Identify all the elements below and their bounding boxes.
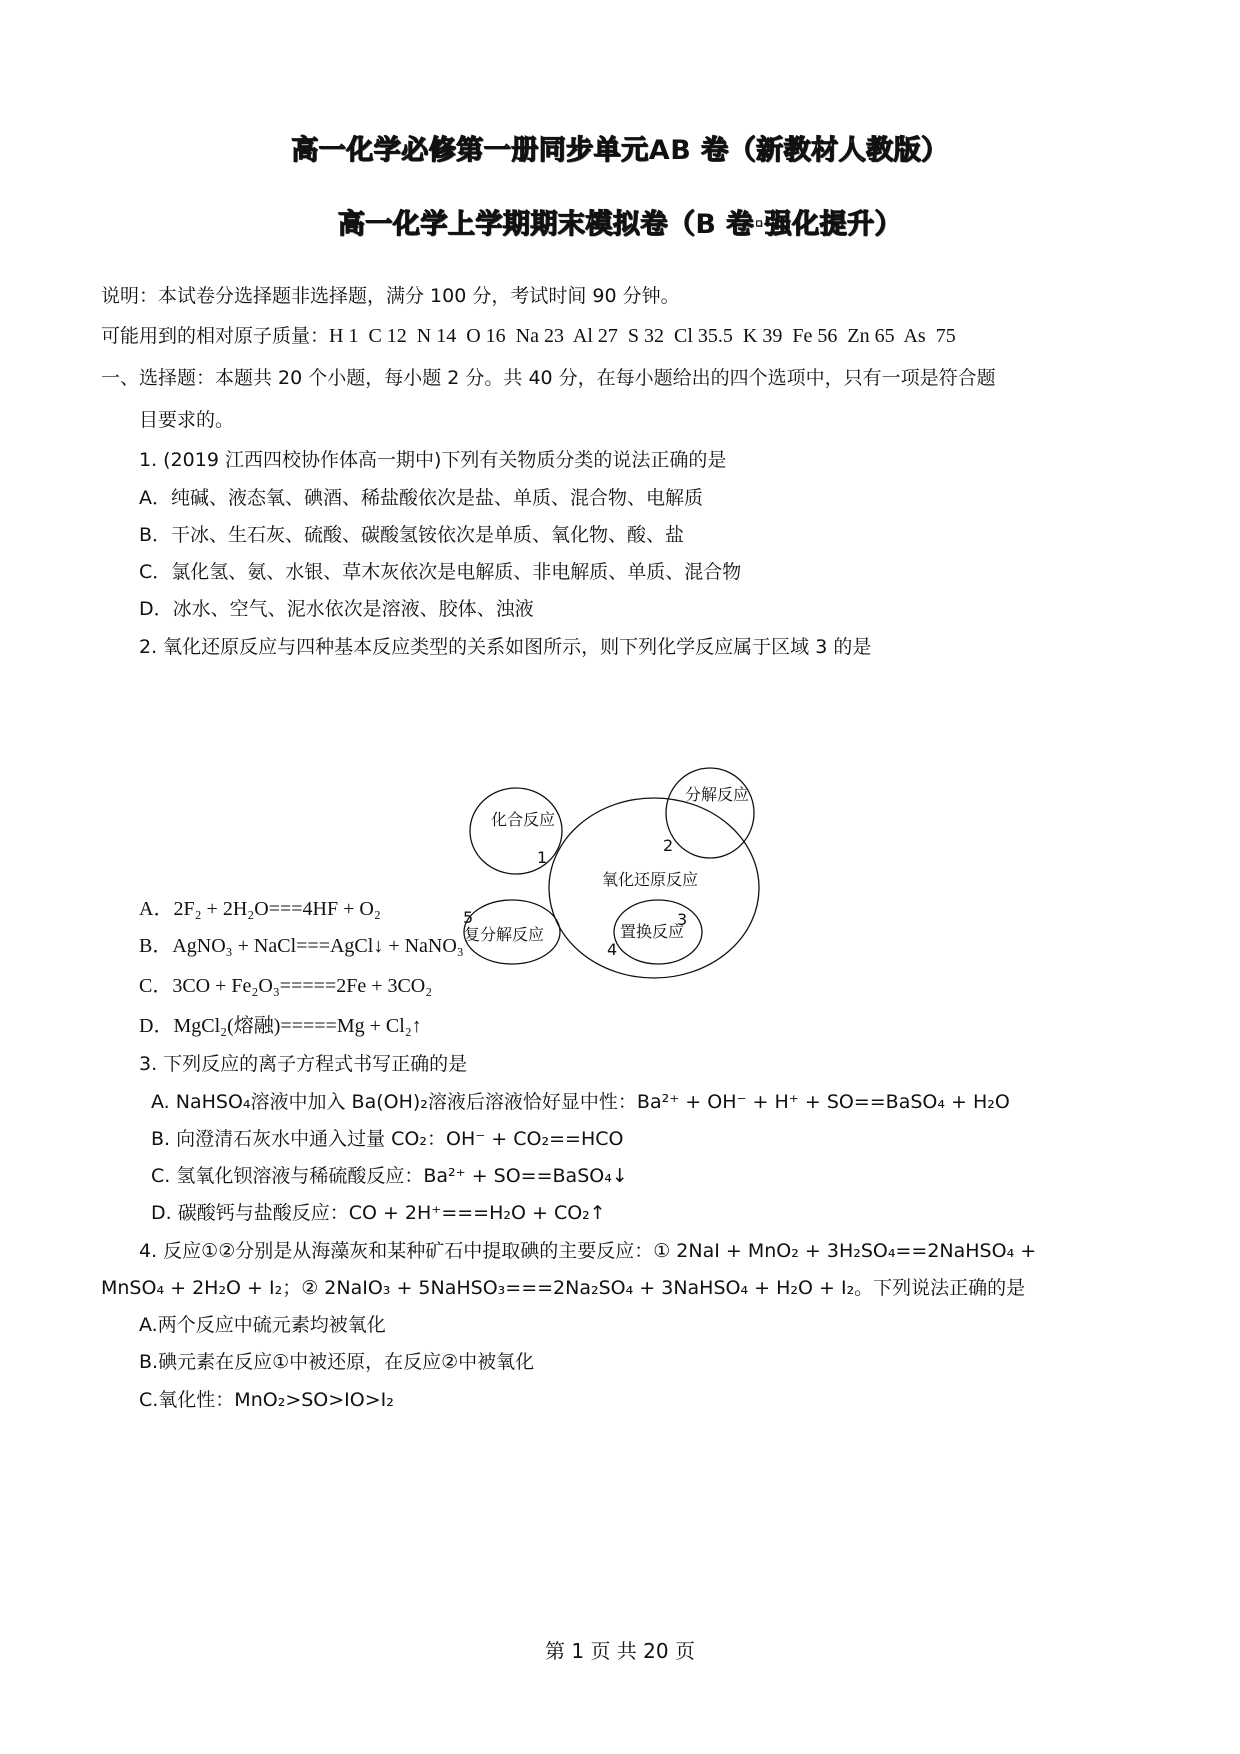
reaction-types-venn-diagram (455, 765, 825, 980)
title-text-suffix: 卷（新教材人教版） (691, 135, 949, 166)
question-3-option-c: C. 氢氧化钡溶液与稀硫酸反应：Ba²⁺ + SO==BaSO₄↓ (151, 1165, 628, 1187)
subtitle-text: 高一化学上学期期末模拟卷（ (337, 209, 696, 240)
decomposition-ellipse (666, 768, 754, 858)
region-1: 1 (537, 848, 548, 867)
question-4-stem-cont: MnSO₄ + 2H₂O + I₂；② 2NaIO₃ + 5NaHSO₃===2Na₂SO₄ + 3NaHSO₄ + H₂O + I₂。下列说法正确的是 (101, 1277, 1026, 1299)
question-2-option-c (139, 972, 432, 1000)
subtitle-latin: B (695, 209, 717, 240)
double-displacement-label: 复分解反应 (464, 925, 545, 944)
question-1-option-d: D．冰水、空气、泥水依次是溶液、胶体、浊液 (139, 598, 534, 620)
question-2-option-b (139, 932, 464, 960)
question-2-option-a (139, 895, 381, 923)
option-equation: MgCl₂(熔融)=====Mg + Cl₂↑ (173, 1015, 422, 1037)
question-1-stem: 1. (2019 江西四校协作体高一期中)下列有关物质分类的说法正确的是 (139, 449, 727, 471)
question-4-option-a: A.两个反应中硫元素均被氧化 (139, 1314, 386, 1336)
combination-ellipse (470, 788, 562, 874)
option-label: D． (139, 1015, 174, 1037)
option-equation: 3CO + Fe₂O₃=====2Fe + 3CO₂ (172, 975, 433, 997)
section-heading-cont: 目要求的。 (139, 409, 235, 431)
atomic-masses-values: H 1 C 12 N 14 O 16 Na 23 Al 27 S 32 Cl 35.5 K 39 Fe 56 Zn 65 As 75 (329, 325, 956, 347)
question-4-option-b: B.碘元素在反应①中被还原，在反应②中被氧化 (139, 1351, 535, 1373)
option-label: B． (139, 935, 173, 957)
atomic-masses (101, 322, 956, 350)
title-latin: AB (648, 135, 692, 166)
question-1-option-b: B．干冰、生石灰、硫酸、碳酸氢铵依次是单质、氧化物、酸、盐 (139, 524, 685, 546)
instructions: 说明：本试卷分选择题非选择题，满分 100 分，考试时间 90 分钟。 (101, 285, 680, 307)
option-equation: AgNO₃ + NaCl===AgCl↓ + NaNO₃ (172, 935, 464, 957)
atomic-masses-label: 可能用到的相对原子质量： (101, 325, 330, 347)
question-4-stem: 4. 反应①②分别是从海藻灰和某种矿石中提取碘的主要反应：① 2NaI + MnO₂ + 3H₂SO₄==2NaHSO₄ + (139, 1240, 1037, 1262)
displacement-label: 置换反应 (620, 922, 685, 941)
region-2: 2 (663, 836, 674, 855)
question-2-option-d (139, 1012, 422, 1040)
region-5: 5 (463, 908, 474, 927)
question-2-stem: 2. 氧化还原反应与四种基本反应类型的关系如图所示，则下列化学反应属于区域 3 的是 (139, 636, 872, 658)
region-4: 4 (607, 940, 618, 959)
title-text: 高一化学必修第一册同步单元 (291, 135, 649, 166)
decomposition-label: 分解反应 (685, 785, 750, 804)
region-3: 3 (677, 910, 688, 929)
question-4-option-c: C.氧化性：MnO₂>SO>IO>I₂ (139, 1389, 394, 1411)
question-1-option-c: C．氯化氢、氨、水银、草木灰依次是电解质、非电解质、单质、混合物 (139, 561, 742, 583)
document-subtitle (0, 202, 1240, 241)
page-number: 第 1 页 共 20 页 (545, 1639, 695, 1663)
document-title (0, 128, 1240, 167)
subtitle-text-suffix: 卷·强化提升） (716, 209, 903, 240)
option-label: C． (139, 975, 173, 997)
redox-label: 氧化还原反应 (602, 870, 699, 889)
question-3-option-b: B. 向澄清石灰水中通入过量 CO₂：OH⁻ + CO₂==HCO (151, 1128, 624, 1150)
question-3-option-d: D. 碳酸钙与盐酸反应：CO + 2H⁺===H₂O + CO₂↑ (151, 1202, 606, 1224)
question-3-stem: 3. 下列反应的离子方程式书写正确的是 (139, 1053, 468, 1075)
question-3-option-a: A. NaHSO₄溶液中加入 Ba(OH)₂溶液后溶液恰好显中性：Ba²⁺ + OH⁻ + H⁺ + SO==BaSO₄ + H₂O (151, 1091, 1010, 1113)
option-label: A． (139, 898, 174, 920)
option-equation: 2F₂ + 2H₂O===4HF + O₂ (173, 898, 381, 920)
section-heading: 一、选择题：本题共 20 个小题，每小题 2 分。共 40 分，在每小题给出的四个选项中，只有一项是符合题 (101, 367, 996, 389)
combination-label: 化合反应 (491, 810, 556, 829)
question-1-option-a: A．纯碱、液态氧、碘酒、稀盐酸依次是盐、单质、混合物、电解质 (139, 487, 703, 509)
